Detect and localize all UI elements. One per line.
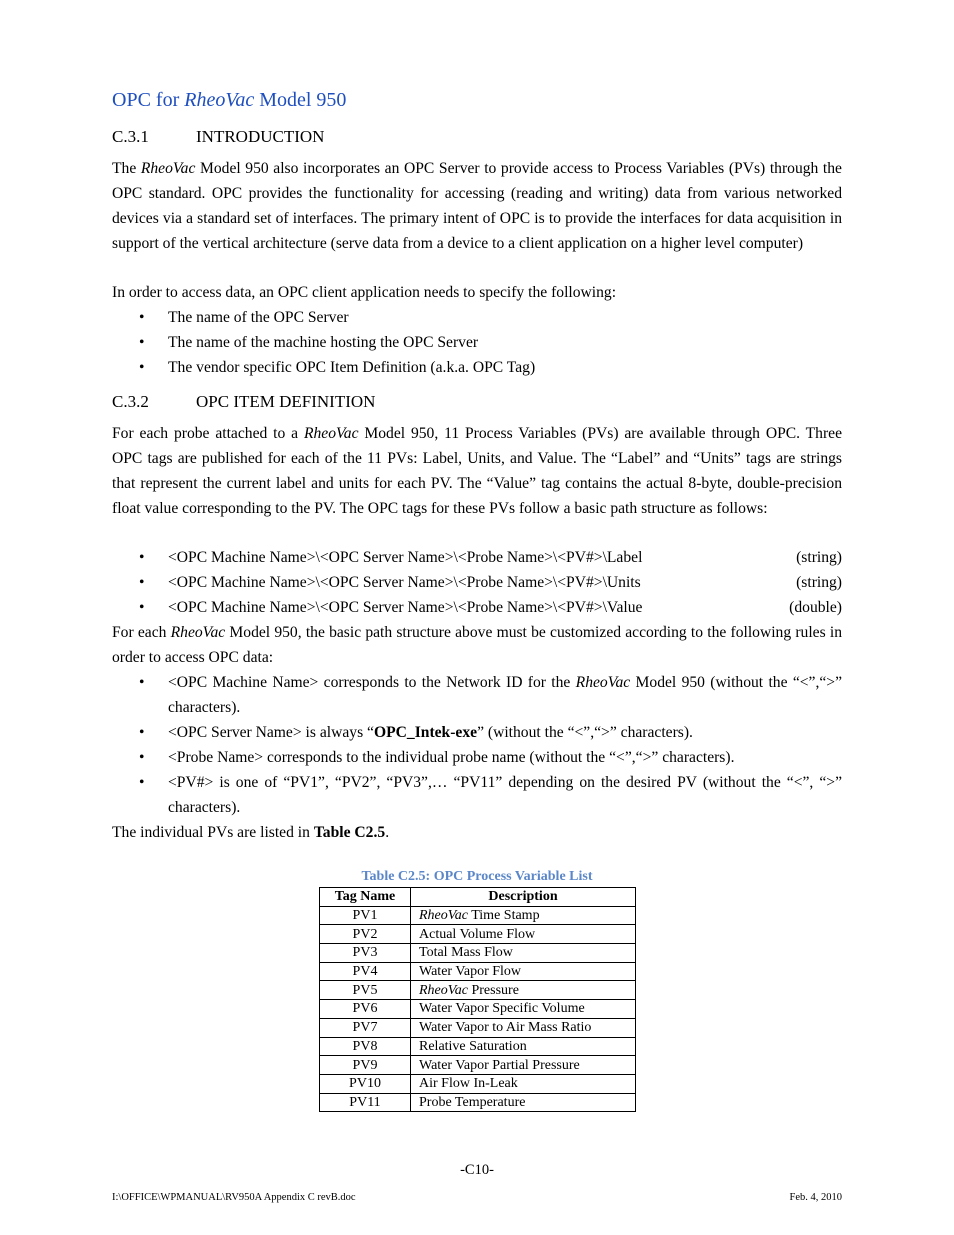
intro-bullet-list xyxy=(112,306,842,381)
section-heading-item-definition: C.3.2 OPC ITEM DEFINITION xyxy=(112,392,376,411)
table-row: PV2 Actual Volume Flow xyxy=(320,925,636,944)
section-heading-introduction: C.3.1 INTRODUCTION xyxy=(112,127,325,146)
intro-paragraph: The RheoVac Model 950 also incorporates an OPC Server to provide access to Process Variables (PVs) through the OPC standard. OPC provides the functionality for accessing (reading and writing) data from various networked devices via a standard set of interfaces. The primary intent of OPC is to provide the interfaces for data acquisition in support of the vertical architecture (serve data from a device to a client application on a higher level computer) xyxy=(112,160,842,252)
bullet-icon: • xyxy=(139,358,145,376)
table-reference-line: The individual PVs are listed in Table C2.5. xyxy=(112,824,390,841)
pv-table xyxy=(319,887,636,1112)
item-definition-paragraph: For each probe attached to a RheoVac Model 950, 11 Process Variables (PVs) are available through OPC. Three OPC tags are published for each of the 11 PVs: Label, Units, and Value. The “Label” and “Units” tags are strings that represent the current label and units for each PV. The “Value” tag contains the actual 8-byte, double-precision float value corresponding to the PV. The OPC tags for these PVs follow a basic path structure as follows: xyxy=(112,425,842,517)
list-item: • <OPC Machine Name> corresponds to the Network ID for the RheoVac Model 950 (without the “<”,“>” characters). xyxy=(112,671,842,721)
table-row: PV10 Air Flow In-Leak xyxy=(320,1074,636,1093)
bullet-icon: • xyxy=(139,748,145,766)
list-item: • <OPC Machine Name>\<OPC Server Name>\<Probe Name>\<PV#>\Units (string) xyxy=(112,571,842,596)
table-caption: Table C2.5: OPC Process Variable List xyxy=(361,869,593,884)
list-item: • <OPC Server Name> is always “OPC_Intek-exe” (without the “<”,“>” characters). xyxy=(112,721,842,746)
bullet-icon: • xyxy=(139,573,145,591)
list-item: • The vendor specific OPC Item Definition (a.k.a. OPC Tag) xyxy=(112,356,842,381)
bullet-icon: • xyxy=(139,674,145,691)
table-row: PV6 Water Vapor Specific Volume xyxy=(320,1000,636,1019)
tag-path-list xyxy=(112,546,842,621)
footer-date: Feb. 4, 2010 xyxy=(789,1192,842,1203)
table-row: PV9 Water Vapor Partial Pressure xyxy=(320,1056,636,1075)
table-row: PV7 Water Vapor to Air Mass Ratio xyxy=(320,1018,636,1037)
bullet-icon: • xyxy=(139,773,145,791)
list-item: • The name of the machine hosting the OPC Server xyxy=(112,331,842,356)
table-row: PV5 RheoVac Pressure xyxy=(320,981,636,1000)
list-item: • <OPC Machine Name>\<OPC Server Name>\<Probe Name>\<PV#>\Label (string) xyxy=(112,546,842,571)
column-header-description: Description xyxy=(411,888,636,907)
list-item: • <OPC Machine Name>\<OPC Server Name>\<Probe Name>\<PV#>\Value (double) xyxy=(112,596,842,621)
list-item: • <Probe Name> corresponds to the individual probe name (without the “<”,“>” characters). xyxy=(112,746,842,771)
customization-paragraph: For each RheoVac Model 950, the basic path structure above must be customized according to the following rules in order to access OPC data: xyxy=(112,624,842,666)
bullet-icon: • xyxy=(139,723,145,741)
table-row: PV8 Relative Saturation xyxy=(320,1037,636,1056)
page-number: -C10- xyxy=(460,1162,494,1178)
table-row: PV4 Water Vapor Flow xyxy=(320,962,636,981)
bullet-icon: • xyxy=(139,549,145,566)
intro-access-line: In order to access data, an OPC client application needs to specify the following: xyxy=(112,284,617,301)
table-row: PV3 Total Mass Flow xyxy=(320,944,636,963)
page-title: OPC for RheoVac Model 950 xyxy=(112,89,347,111)
bullet-icon: • xyxy=(139,333,145,351)
footer-file-path: I:\OFFICE\WPMANUAL\RV950A Appendix C revB.doc xyxy=(112,1192,356,1203)
column-header-tag-name: Tag Name xyxy=(320,888,411,907)
table-row: PV11 Probe Temperature xyxy=(320,1093,636,1112)
rules-list xyxy=(112,671,842,820)
bullet-icon: • xyxy=(139,309,145,326)
bullet-icon: • xyxy=(139,598,145,616)
table-row: PV1 RheoVac Time Stamp xyxy=(320,906,636,925)
list-item: • The name of the OPC Server xyxy=(112,306,842,331)
list-item: • <PV#> is one of “PV1”, “PV2”, “PV3”,… “PV11” depending on the desired PV (without the “<”, “>” characters). xyxy=(112,771,842,821)
table-header-row xyxy=(320,888,636,907)
